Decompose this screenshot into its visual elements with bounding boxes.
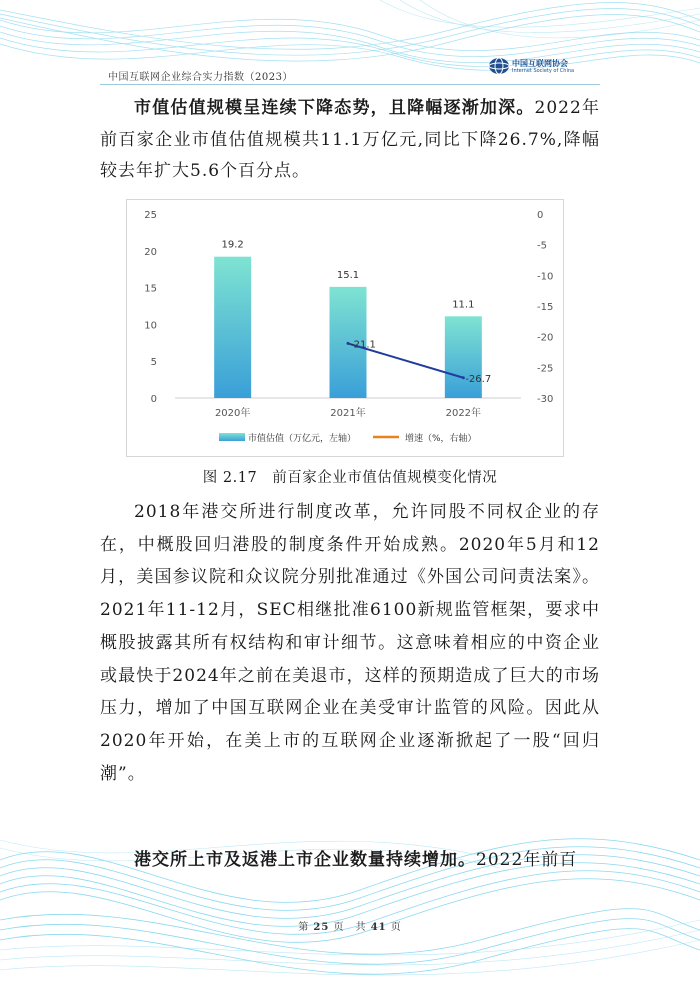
growth-value-label: -26.7 xyxy=(465,373,492,385)
left-axis-tick-label: 25 xyxy=(144,210,157,221)
left-axis-tick-label: 10 xyxy=(144,320,157,332)
left-axis-tick-label: 20 xyxy=(144,246,157,258)
document-header-title: 中国互联网企业综合实力指数（2023） xyxy=(108,72,293,83)
right-axis-tick-label: -30 xyxy=(537,394,554,405)
footer-suffix: 页 xyxy=(390,922,402,933)
market-value-chart xyxy=(126,199,564,457)
bar-2020年 xyxy=(214,257,251,398)
right-axis-ticks xyxy=(537,210,553,405)
total-page-count: 41 xyxy=(370,922,387,933)
bar-series xyxy=(214,240,482,398)
chart-legend xyxy=(219,432,477,444)
paragraph-lead-bold-2: 港交所上市及返港上市企业数量持续增加。 xyxy=(134,850,476,870)
left-axis-tick-label: 5 xyxy=(150,357,157,369)
right-axis-tick-label: -10 xyxy=(537,271,554,283)
page-footer xyxy=(0,918,700,933)
x-axis-tick-label: 2020年 xyxy=(214,408,251,419)
paragraph-body: 2022年前百家企业市值估值规模共11.1万亿元,同比下降26.7%,降幅较去年扩大5.6个百分点。 xyxy=(100,98,601,181)
footer-mid: 页 共 xyxy=(333,922,367,933)
x-axis-tick-label: 2021年 xyxy=(330,408,366,419)
x-axis-tick-label: 2022年 xyxy=(445,408,482,419)
globe-logo-icon xyxy=(488,56,510,76)
logo-name-en: Internet Society of China xyxy=(512,68,575,74)
left-axis-tick-label: 0 xyxy=(150,394,157,405)
bar-2022年 xyxy=(445,316,482,398)
logo-name-cn: 中国互联网协会 xyxy=(512,59,568,68)
chart-canvas xyxy=(127,200,563,456)
right-axis-tick-label: 0 xyxy=(537,210,544,221)
right-axis-tick-label: -5 xyxy=(537,240,547,252)
current-page-number: 25 xyxy=(313,922,330,933)
bottom-wave-decoration xyxy=(0,800,700,990)
growth-value-label: -21.1 xyxy=(350,339,376,351)
paragraph-body-2: 2022年前百 xyxy=(476,850,578,870)
legend-label-market-value: 市值估值（万亿元，左轴） xyxy=(248,434,357,444)
paragraph-hk-return: 2018年港交所进行制度改革，允许同股不同权企业的存在，中概股回归港股的制度条件开始成熟。2020年5月和12月，美国参议院和众议院分别批准通过《外国公司问责法案》。2021年11-12月，SEC相继批准6100新规监管框架，要求中概股披露其所有权结构和审计细节。这意味着相应的中资企业或最快于2024年之前在美退市，这样的预期造成了巨大的市场压力，增加了中国互联网企业在美受审计监管的风险。因此从2020年开始，在美上市的互联网企业逐渐掀起了一股“回归潮”。 xyxy=(100,502,600,784)
isc-logo xyxy=(488,56,588,78)
right-axis-tick-label: -15 xyxy=(537,302,554,313)
right-axis-tick-label: -20 xyxy=(537,332,554,344)
footer-prefix: 第 xyxy=(298,922,310,933)
legend-swatch-market-value xyxy=(219,433,245,441)
legend-label-growth: 增速（%，右轴） xyxy=(405,434,477,444)
left-axis-tick-label: 15 xyxy=(144,283,157,295)
header-rule xyxy=(100,84,600,85)
left-axis-ticks xyxy=(144,210,157,405)
paragraph-market-value xyxy=(100,93,600,188)
paragraph-lead-bold: 市值估值规模呈连续下降态势，且降幅逐渐加深。 xyxy=(134,98,535,118)
x-axis-labels xyxy=(215,406,481,419)
bar-value-label: 15.1 xyxy=(336,269,360,281)
bar-value-label: 19.2 xyxy=(221,239,244,251)
bar-value-label: 11.1 xyxy=(452,299,475,311)
paragraph-hk-listings xyxy=(100,845,600,877)
right-axis-tick-label: -25 xyxy=(537,363,554,375)
figure-caption: 图 2.17 前百家企业市值估值规模变化情况 xyxy=(202,470,498,486)
